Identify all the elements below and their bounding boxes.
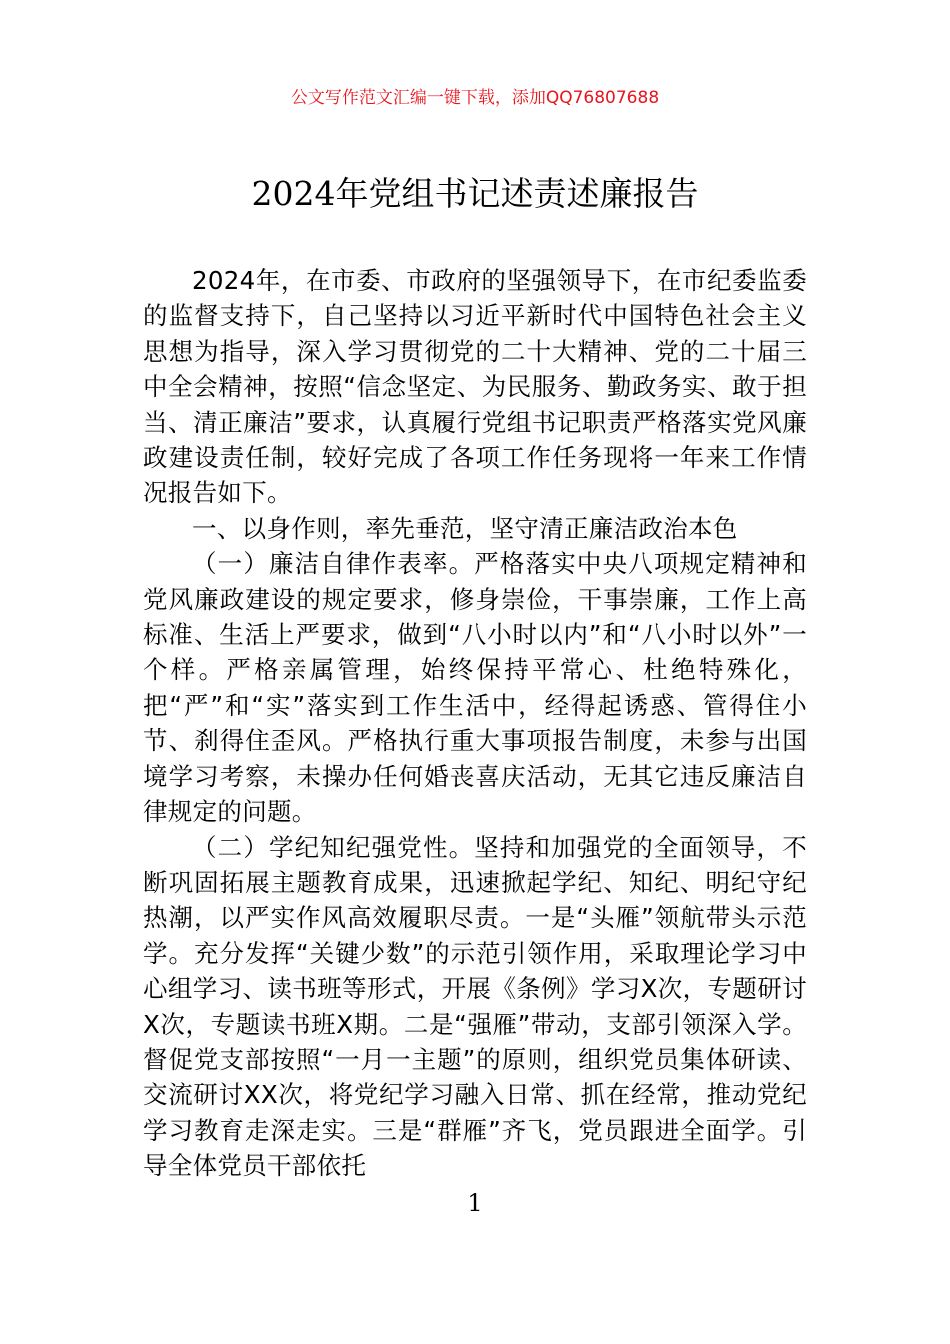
page-number: 1 bbox=[467, 1189, 483, 1217]
watermark-banner: 公文写作范文汇编一键下载，添加QQ76807688 bbox=[290, 88, 660, 108]
section-heading-1: 一、以身作则，率先垂范，坚守清正廉洁政治本色 bbox=[192, 513, 738, 543]
document-body bbox=[143, 263, 807, 1184]
intro-paragraph: 2024年，在市委、市政府的坚强领导下，在市纪委监委的监督支持下，自己坚持以习近平新时代中国特色社会主义思想为指导，深入学习贯彻党的二十大精神、党的二十届三中全会精神，按照“信念坚定、为民服务、勤政务实、敢于担当、清正廉洁”要求，认真履行党组书记职责严格落实党风廉政建设责任制，较好完成了各项工作任务现将一年来工作情况报告如下。 bbox=[143, 266, 807, 508]
document-title: 2024年党组书记述责述廉报告 bbox=[251, 174, 699, 213]
subsection-paragraph-1: （一）廉洁自律作表率。严格落实中央八项规定精神和党风廉政建设的规定要求，修身崇俭，干事崇廉，工作上高标准、生活上严要求，做到“八小时以内”和“八小时以外”一个样。严格亲属管理，始终保持平常心、杜绝特殊化，把“严”和“实”落实到工作生活中，经得起诱惑、管得住小节、刹得住歪风。严格执行重大事项报告制度，未参与出国境学习考察，未操办任何婚丧喜庆活动，无其它违反廉洁自律规定的问题。 bbox=[143, 549, 807, 827]
subsection-paragraph-2: （二）学纪知纪强党性。坚持和加强党的全面领导，不断巩固拓展主题教育成果，迅速掀起学纪、知纪、明纪守纪热潮，以严实作风高效履职尽责。一是“头雁”领航带头示范学。充分发挥“关键少数”的示范引领作用，采取理论学习中心组学习、读书班等形式，开展《条例》学习X次，专题研讨X次，专题读书班X期。二是“强雁”带动，支部引领深入学。督促党支部按照“一月一主题”的原则，组织党员集体研读、交流研讨XX次，将党纪学习融入日常、抓在经常，推动党纪学习教育走深走实。三是“群雁”齐飞，党员跟进全面学。引导全体党员干部依托 bbox=[143, 832, 807, 1181]
